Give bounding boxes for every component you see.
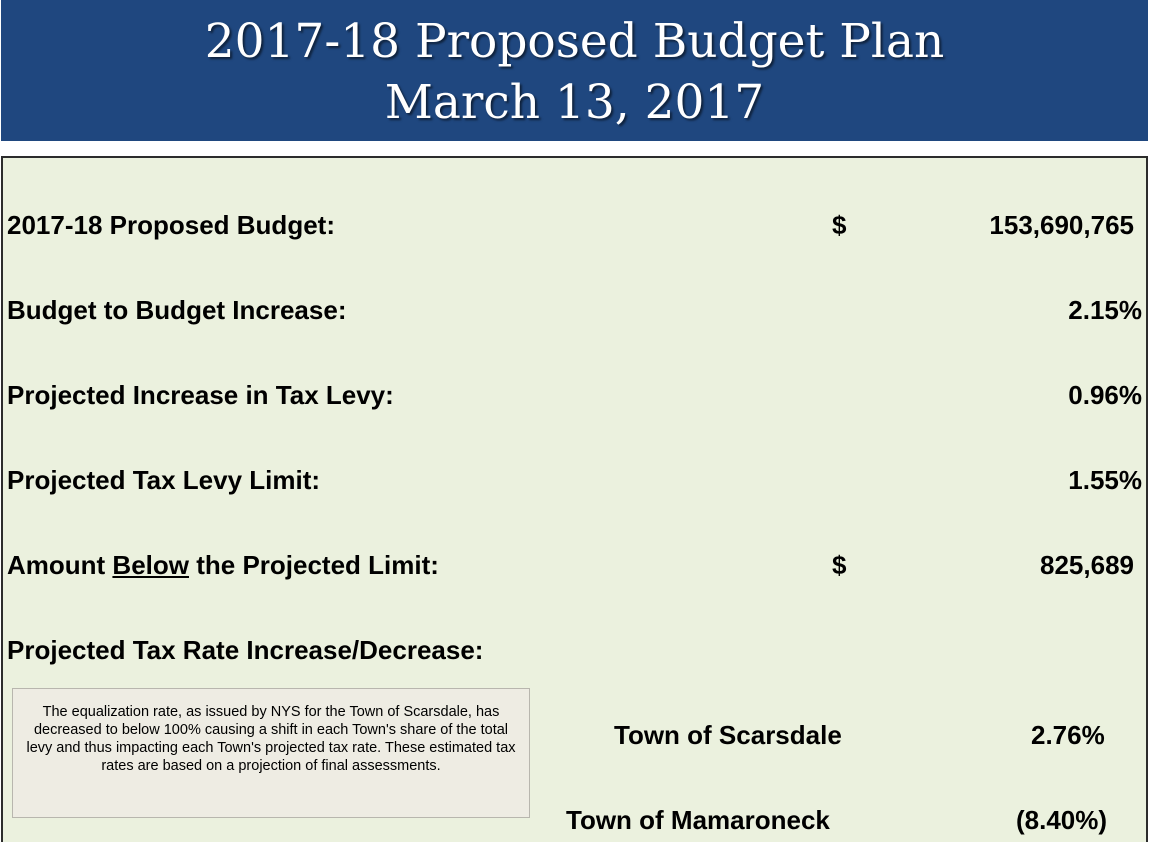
town-scarsdale-value: 2.76% — [1031, 720, 1105, 750]
budget-increase-value: 2.15% — [1068, 295, 1142, 325]
tax-rate-change-label: Projected Tax Rate Increase/Decrease: — [7, 635, 484, 665]
amount-below-limit-label — [7, 550, 439, 581]
amount-below-value: 825,689 — [1040, 550, 1134, 580]
budget-increase-label: Budget to Budget Increase: — [7, 295, 347, 325]
tax-levy-increase-value: 0.96% — [1068, 380, 1142, 410]
proposed-budget-currency: $ — [832, 210, 847, 240]
title-banner — [1, 0, 1148, 141]
amount-below-label-start: Amount — [7, 550, 113, 580]
amount-below-label-emphasis: Below — [112, 550, 189, 580]
equalization-note: The equalization rate, as issued by NYS for the Town of Scarsdale, has decreased to below 100% causing a shift in each Town's share of the total levy and thus impacting each Town's projected tax rate. These estimated tax rates are based on a projection of final assessments. — [12, 688, 530, 818]
tax-levy-limit-label: Projected Tax Levy Limit: — [7, 465, 321, 495]
tax-levy-limit-value: 1.55% — [1068, 465, 1142, 495]
title-line-2: March 13, 2017 — [384, 75, 765, 130]
proposed-budget-label: 2017-18 Proposed Budget: — [7, 210, 335, 240]
town-mamaroneck-label: Town of Mamaroneck — [566, 805, 830, 835]
proposed-budget-value: 153,690,765 — [989, 210, 1134, 240]
title-line-1: 2017-18 Proposed Budget Plan — [204, 14, 945, 69]
tax-levy-increase-label: Projected Increase in Tax Levy: — [7, 380, 394, 410]
amount-below-currency: $ — [832, 550, 847, 580]
amount-below-label-end: the Projected Limit: — [189, 550, 439, 580]
town-mamaroneck-value: (8.40%) — [1016, 805, 1108, 835]
town-scarsdale-label: Town of Scarsdale — [614, 720, 842, 750]
